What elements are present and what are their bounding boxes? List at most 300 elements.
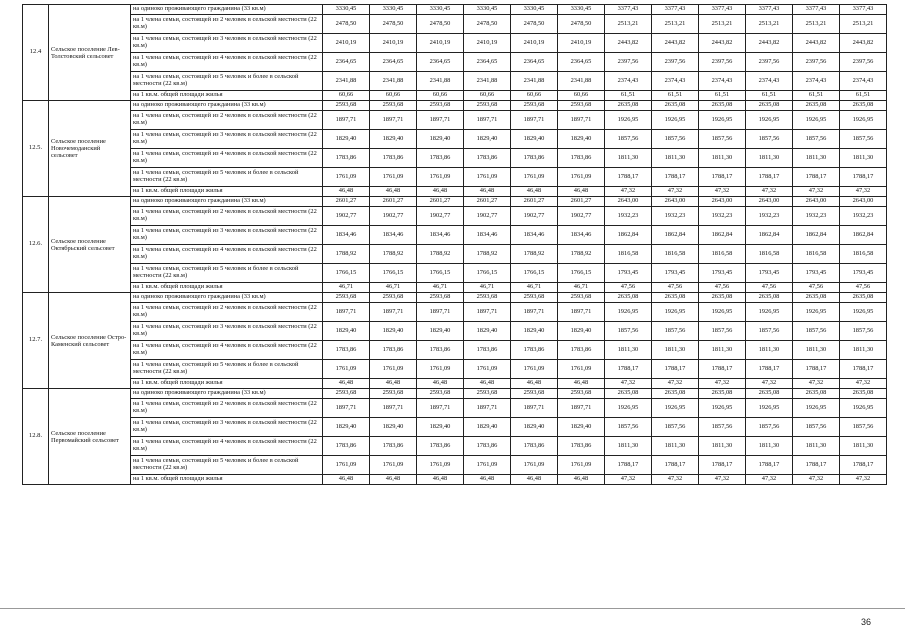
value-cell: 1783,86: [370, 437, 417, 456]
value-cell: 1926,95: [793, 111, 840, 130]
value-cell: 2601,27: [558, 197, 605, 207]
value-cell: 1857,56: [793, 418, 840, 437]
value-cell: 2635,08: [793, 293, 840, 303]
norm-description: на 1 члена семьи, состоящей из 5 человек и более в сельской местности (22 кв.м): [131, 264, 323, 283]
footer-divider: [0, 608, 905, 609]
value-cell: 1857,56: [699, 130, 746, 149]
value-cell: 1783,86: [323, 341, 370, 360]
value-cell: 61,51: [652, 91, 699, 101]
value-cell: 47,32: [605, 187, 652, 197]
value-cell: 2635,08: [746, 293, 793, 303]
value-cell: 1829,40: [370, 130, 417, 149]
value-cell: 1926,95: [652, 111, 699, 130]
value-cell: 1834,46: [464, 226, 511, 245]
value-cell: 1783,86: [558, 149, 605, 168]
table-row: [23, 226, 887, 245]
norm-description: на 1 кв.м. общей площади жилья: [131, 283, 323, 293]
value-cell: 1761,09: [323, 456, 370, 475]
norm-description: на 1 члена семьи, состоящей из 3 человек в сельской местности (22 кв.м): [131, 34, 323, 53]
value-cell: 1829,40: [323, 130, 370, 149]
value-cell: 1788,17: [699, 168, 746, 187]
value-cell: 1788,17: [746, 456, 793, 475]
value-cell: 47,32: [840, 379, 887, 389]
value-cell: 46,48: [464, 379, 511, 389]
value-cell: 3377,43: [840, 5, 887, 15]
value-cell: 1788,92: [511, 245, 558, 264]
value-cell: 1788,17: [840, 168, 887, 187]
value-cell: 1783,86: [464, 341, 511, 360]
value-cell: 2341,88: [370, 72, 417, 91]
value-cell: 46,48: [323, 379, 370, 389]
value-cell: 47,32: [793, 379, 840, 389]
value-cell: 1811,30: [605, 437, 652, 456]
value-cell: 2410,19: [323, 34, 370, 53]
value-cell: 3377,43: [746, 5, 793, 15]
value-cell: 1829,40: [511, 322, 558, 341]
value-cell: 1926,95: [746, 303, 793, 322]
value-cell: 1829,40: [464, 418, 511, 437]
table-row: [23, 322, 887, 341]
value-cell: 2593,68: [417, 101, 464, 111]
value-cell: 1761,09: [417, 456, 464, 475]
value-cell: 1788,92: [558, 245, 605, 264]
value-cell: 2643,00: [746, 197, 793, 207]
table-row: [23, 53, 887, 72]
value-cell: 1761,09: [558, 456, 605, 475]
value-cell: 1761,09: [323, 168, 370, 187]
value-cell: 2513,21: [605, 15, 652, 34]
value-cell: 1811,30: [840, 149, 887, 168]
value-cell: 2443,82: [652, 34, 699, 53]
value-cell: 1862,84: [605, 226, 652, 245]
value-cell: 47,32: [840, 475, 887, 485]
value-cell: 46,48: [558, 379, 605, 389]
value-cell: 2635,08: [699, 389, 746, 399]
value-cell: 2410,19: [464, 34, 511, 53]
tariff-table-sheet: [22, 4, 884, 485]
value-cell: 2513,21: [793, 15, 840, 34]
value-cell: 3330,45: [511, 5, 558, 15]
value-cell: 2593,68: [370, 389, 417, 399]
value-cell: 1811,30: [699, 341, 746, 360]
value-cell: 1897,71: [323, 303, 370, 322]
value-cell: 46,48: [511, 379, 558, 389]
value-cell: 1788,17: [840, 456, 887, 475]
value-cell: 1829,40: [370, 418, 417, 437]
table-row: [23, 389, 887, 399]
value-cell: 47,56: [793, 283, 840, 293]
value-cell: 1932,23: [840, 207, 887, 226]
value-cell: 1862,84: [793, 226, 840, 245]
value-cell: 1783,86: [511, 341, 558, 360]
value-cell: 1761,09: [464, 360, 511, 379]
value-cell: 2443,82: [699, 34, 746, 53]
value-cell: 47,32: [652, 475, 699, 485]
value-cell: 2593,68: [511, 101, 558, 111]
value-cell: 1788,17: [746, 360, 793, 379]
value-cell: 1788,17: [605, 168, 652, 187]
value-cell: 1783,86: [323, 149, 370, 168]
value-cell: 1783,86: [417, 341, 464, 360]
value-cell: 2601,27: [417, 197, 464, 207]
value-cell: 1761,09: [370, 360, 417, 379]
value-cell: 1811,30: [746, 341, 793, 360]
row-group-index: 12.6.: [23, 197, 49, 293]
table-row: [23, 437, 887, 456]
value-cell: 2593,68: [464, 101, 511, 111]
value-cell: 1766,15: [511, 264, 558, 283]
value-cell: 3377,43: [699, 5, 746, 15]
value-cell: 2478,50: [323, 15, 370, 34]
value-cell: 46,71: [417, 283, 464, 293]
value-cell: 1857,56: [793, 130, 840, 149]
value-cell: 2593,68: [511, 389, 558, 399]
value-cell: 1811,30: [699, 149, 746, 168]
value-cell: 2478,50: [370, 15, 417, 34]
value-cell: 1783,86: [464, 437, 511, 456]
value-cell: 1926,95: [746, 111, 793, 130]
value-cell: 61,51: [793, 91, 840, 101]
value-cell: 47,32: [746, 379, 793, 389]
value-cell: 1897,71: [558, 303, 605, 322]
value-cell: 1811,30: [746, 437, 793, 456]
value-cell: 2341,88: [464, 72, 511, 91]
value-cell: 1788,17: [699, 456, 746, 475]
value-cell: 2341,88: [323, 72, 370, 91]
value-cell: 1811,30: [840, 437, 887, 456]
value-cell: 2643,00: [652, 197, 699, 207]
value-cell: 1761,09: [417, 168, 464, 187]
value-cell: 2635,08: [652, 389, 699, 399]
value-cell: 1829,40: [417, 418, 464, 437]
value-cell: 1788,17: [652, 168, 699, 187]
row-group-index: 12.7.: [23, 293, 49, 389]
value-cell: 2593,68: [464, 389, 511, 399]
value-cell: 1788,17: [652, 456, 699, 475]
value-cell: 1857,56: [840, 322, 887, 341]
norm-description: на 1 члена семьи, состоящей из 3 человек в сельской местности (22 кв.м): [131, 322, 323, 341]
value-cell: 2374,43: [605, 72, 652, 91]
value-cell: 1834,46: [370, 226, 417, 245]
table-row: [23, 111, 887, 130]
table-row: [23, 101, 887, 111]
value-cell: 46,48: [370, 475, 417, 485]
value-cell: 1897,71: [370, 303, 417, 322]
value-cell: 2478,50: [558, 15, 605, 34]
value-cell: 2513,21: [652, 15, 699, 34]
value-cell: 1897,71: [417, 303, 464, 322]
value-cell: 1761,09: [558, 360, 605, 379]
value-cell: 1761,09: [370, 456, 417, 475]
value-cell: 47,32: [699, 379, 746, 389]
value-cell: 46,48: [464, 475, 511, 485]
value-cell: 1829,40: [511, 418, 558, 437]
value-cell: 46,48: [323, 475, 370, 485]
value-cell: 1788,92: [464, 245, 511, 264]
value-cell: 2601,27: [511, 197, 558, 207]
value-cell: 47,56: [605, 283, 652, 293]
value-cell: 1897,71: [511, 303, 558, 322]
value-cell: 1788,17: [652, 360, 699, 379]
value-cell: 1811,30: [699, 437, 746, 456]
value-cell: 1761,09: [464, 456, 511, 475]
value-cell: 47,32: [652, 187, 699, 197]
value-cell: 1857,56: [840, 418, 887, 437]
value-cell: 61,51: [746, 91, 793, 101]
settlement-name: Сельское поселение Первомайский сельсовет: [49, 389, 131, 485]
settlement-name: Сельское поселение Остро-Каменский сельсовет: [49, 293, 131, 389]
value-cell: 2635,08: [699, 293, 746, 303]
value-cell: 1897,71: [323, 399, 370, 418]
value-cell: 3330,45: [558, 5, 605, 15]
value-cell: 46,48: [370, 187, 417, 197]
value-cell: 1829,40: [464, 322, 511, 341]
value-cell: 1926,95: [605, 303, 652, 322]
row-group-index: 12.4: [23, 5, 49, 101]
value-cell: 2635,08: [605, 293, 652, 303]
value-cell: 2443,82: [793, 34, 840, 53]
value-cell: 60,66: [323, 91, 370, 101]
value-cell: 1811,30: [746, 149, 793, 168]
value-cell: 2593,68: [417, 293, 464, 303]
value-cell: 46,48: [370, 379, 417, 389]
value-cell: 1811,30: [605, 341, 652, 360]
value-cell: 2410,19: [370, 34, 417, 53]
table-row: [23, 130, 887, 149]
table-row: [23, 207, 887, 226]
value-cell: 2635,08: [605, 389, 652, 399]
value-cell: 2364,65: [464, 53, 511, 72]
norm-description: на одиноко проживающего гражданина (33 кв.м): [131, 5, 323, 15]
value-cell: 46,48: [558, 475, 605, 485]
value-cell: 1926,95: [605, 399, 652, 418]
value-cell: 47,32: [699, 187, 746, 197]
value-cell: 1926,95: [746, 399, 793, 418]
norm-description: на одиноко проживающего гражданина (33 кв.м): [131, 197, 323, 207]
value-cell: 46,48: [323, 187, 370, 197]
value-cell: 46,48: [511, 187, 558, 197]
value-cell: 61,51: [840, 91, 887, 101]
value-cell: 2593,68: [370, 293, 417, 303]
value-cell: 1816,58: [840, 245, 887, 264]
value-cell: 47,32: [605, 379, 652, 389]
table-row: [23, 72, 887, 91]
value-cell: 2643,00: [793, 197, 840, 207]
value-cell: 1857,56: [605, 418, 652, 437]
value-cell: 1857,56: [746, 130, 793, 149]
value-cell: 1834,46: [417, 226, 464, 245]
value-cell: 60,66: [417, 91, 464, 101]
value-cell: 1829,40: [511, 130, 558, 149]
norm-description: на 1 члена семьи, состоящей из 2 человек в сельской местности (22 кв.м): [131, 303, 323, 322]
value-cell: 1857,56: [746, 418, 793, 437]
value-cell: 46,48: [464, 187, 511, 197]
value-cell: 1793,45: [605, 264, 652, 283]
value-cell: 1829,40: [558, 418, 605, 437]
value-cell: 46,71: [511, 283, 558, 293]
value-cell: 46,48: [417, 475, 464, 485]
value-cell: 1783,86: [323, 437, 370, 456]
value-cell: 2593,68: [558, 101, 605, 111]
value-cell: 1793,45: [652, 264, 699, 283]
norm-description: на одиноко проживающего гражданина (33 кв.м): [131, 389, 323, 399]
value-cell: 2397,56: [605, 53, 652, 72]
value-cell: 2635,08: [793, 389, 840, 399]
norm-description: на 1 члена семьи, состоящей из 4 человек в сельской местности (22 кв.м): [131, 149, 323, 168]
value-cell: 47,32: [699, 475, 746, 485]
value-cell: 1783,86: [370, 341, 417, 360]
value-cell: 47,56: [699, 283, 746, 293]
value-cell: 1761,09: [417, 360, 464, 379]
norm-description: на 1 члена семьи, состоящей из 2 человек в сельской местности (22 кв.м): [131, 111, 323, 130]
value-cell: 2341,88: [417, 72, 464, 91]
value-cell: 1816,58: [793, 245, 840, 264]
value-cell: 2593,68: [558, 389, 605, 399]
value-cell: 46,71: [323, 283, 370, 293]
value-cell: 1926,95: [699, 111, 746, 130]
value-cell: 3330,45: [370, 5, 417, 15]
value-cell: 1932,23: [605, 207, 652, 226]
value-cell: 1788,17: [793, 168, 840, 187]
norm-description: на 1 члена семьи, состоящей из 3 человек в сельской местности (22 кв.м): [131, 226, 323, 245]
value-cell: 60,66: [464, 91, 511, 101]
value-cell: 1926,95: [840, 303, 887, 322]
value-cell: 47,32: [746, 475, 793, 485]
norm-description: на 1 члена семьи, состоящей из 2 человек в сельской местности (22 кв.м): [131, 399, 323, 418]
value-cell: 1761,09: [464, 168, 511, 187]
value-cell: 2374,43: [840, 72, 887, 91]
table-row: [23, 149, 887, 168]
norm-description: на 1 члена семьи, состоящей из 3 человек в сельской местности (22 кв.м): [131, 418, 323, 437]
value-cell: 1816,58: [746, 245, 793, 264]
value-cell: 1926,95: [605, 111, 652, 130]
value-cell: 47,32: [793, 475, 840, 485]
settlement-name: Сельское поселение Лев-Толстовский сельсовет: [49, 5, 131, 101]
value-cell: 2410,19: [558, 34, 605, 53]
value-cell: 2593,68: [511, 293, 558, 303]
table-row: [23, 293, 887, 303]
value-cell: 2601,27: [323, 197, 370, 207]
value-cell: 2635,08: [840, 101, 887, 111]
value-cell: 1926,95: [793, 399, 840, 418]
value-cell: 1897,71: [370, 399, 417, 418]
value-cell: 1857,56: [793, 322, 840, 341]
norm-description: на 1 кв.м. общей площади жилья: [131, 91, 323, 101]
value-cell: 2513,21: [746, 15, 793, 34]
table-row: [23, 475, 887, 485]
value-cell: 2478,50: [511, 15, 558, 34]
value-cell: 2635,08: [840, 293, 887, 303]
value-cell: 2364,65: [323, 53, 370, 72]
value-cell: 1816,58: [605, 245, 652, 264]
table-row: [23, 5, 887, 15]
norm-description: на 1 члена семьи, состоящей из 2 человек в сельской местности (22 кв.м): [131, 207, 323, 226]
value-cell: 1829,40: [464, 130, 511, 149]
value-cell: 47,56: [746, 283, 793, 293]
value-cell: 1897,71: [417, 399, 464, 418]
value-cell: 1783,86: [417, 149, 464, 168]
value-cell: 47,32: [746, 187, 793, 197]
value-cell: 1761,09: [511, 168, 558, 187]
value-cell: 2397,56: [746, 53, 793, 72]
value-cell: 1811,30: [793, 437, 840, 456]
value-cell: 47,56: [652, 283, 699, 293]
value-cell: 2374,43: [746, 72, 793, 91]
value-cell: 1926,95: [840, 399, 887, 418]
value-cell: 1793,45: [793, 264, 840, 283]
norm-description: на 1 члена семьи, состоящей из 5 человек и более в сельской местности (22 кв.м): [131, 72, 323, 91]
value-cell: 2374,43: [699, 72, 746, 91]
value-cell: 2443,82: [840, 34, 887, 53]
value-cell: 2593,68: [370, 101, 417, 111]
value-cell: 1793,45: [746, 264, 793, 283]
table-row: [23, 91, 887, 101]
value-cell: 2364,65: [558, 53, 605, 72]
value-cell: 47,32: [840, 187, 887, 197]
table-row: [23, 456, 887, 475]
value-cell: 2635,08: [793, 101, 840, 111]
value-cell: 1902,77: [558, 207, 605, 226]
value-cell: 47,32: [652, 379, 699, 389]
value-cell: 1862,84: [699, 226, 746, 245]
value-cell: 1926,95: [840, 111, 887, 130]
value-cell: 46,71: [464, 283, 511, 293]
value-cell: 1816,58: [652, 245, 699, 264]
value-cell: 2374,43: [652, 72, 699, 91]
value-cell: 1829,40: [323, 418, 370, 437]
table-row: [23, 15, 887, 34]
value-cell: 1783,86: [511, 149, 558, 168]
table-row: [23, 245, 887, 264]
value-cell: 2443,82: [746, 34, 793, 53]
value-cell: 1897,71: [323, 111, 370, 130]
value-cell: 1897,71: [511, 111, 558, 130]
value-cell: 1811,30: [793, 341, 840, 360]
value-cell: 1857,56: [699, 322, 746, 341]
value-cell: 1761,09: [370, 168, 417, 187]
value-cell: 1783,86: [558, 437, 605, 456]
value-cell: 3330,45: [417, 5, 464, 15]
value-cell: 1857,56: [746, 322, 793, 341]
value-cell: 60,66: [558, 91, 605, 101]
row-group-index: 12.5.: [23, 101, 49, 197]
settlement-name: Сельское поселение Новочемоданский сельсовет: [49, 101, 131, 197]
value-cell: 2593,68: [417, 389, 464, 399]
value-cell: 1811,30: [652, 341, 699, 360]
value-cell: 1834,46: [511, 226, 558, 245]
value-cell: 1829,40: [370, 322, 417, 341]
value-cell: 1788,17: [793, 456, 840, 475]
value-cell: 61,51: [605, 91, 652, 101]
tariff-table: [22, 4, 887, 485]
value-cell: 1783,86: [464, 149, 511, 168]
value-cell: 1897,71: [464, 303, 511, 322]
value-cell: 46,71: [558, 283, 605, 293]
value-cell: 2397,56: [793, 53, 840, 72]
value-cell: 1857,56: [652, 130, 699, 149]
value-cell: 1902,77: [511, 207, 558, 226]
value-cell: 1761,09: [511, 360, 558, 379]
value-cell: 1793,45: [840, 264, 887, 283]
value-cell: 1902,77: [417, 207, 464, 226]
value-cell: 1932,23: [746, 207, 793, 226]
value-cell: 1788,92: [417, 245, 464, 264]
value-cell: 46,48: [511, 475, 558, 485]
value-cell: 1857,56: [605, 322, 652, 341]
table-row: [23, 303, 887, 322]
value-cell: 2410,19: [417, 34, 464, 53]
value-cell: 1834,46: [323, 226, 370, 245]
